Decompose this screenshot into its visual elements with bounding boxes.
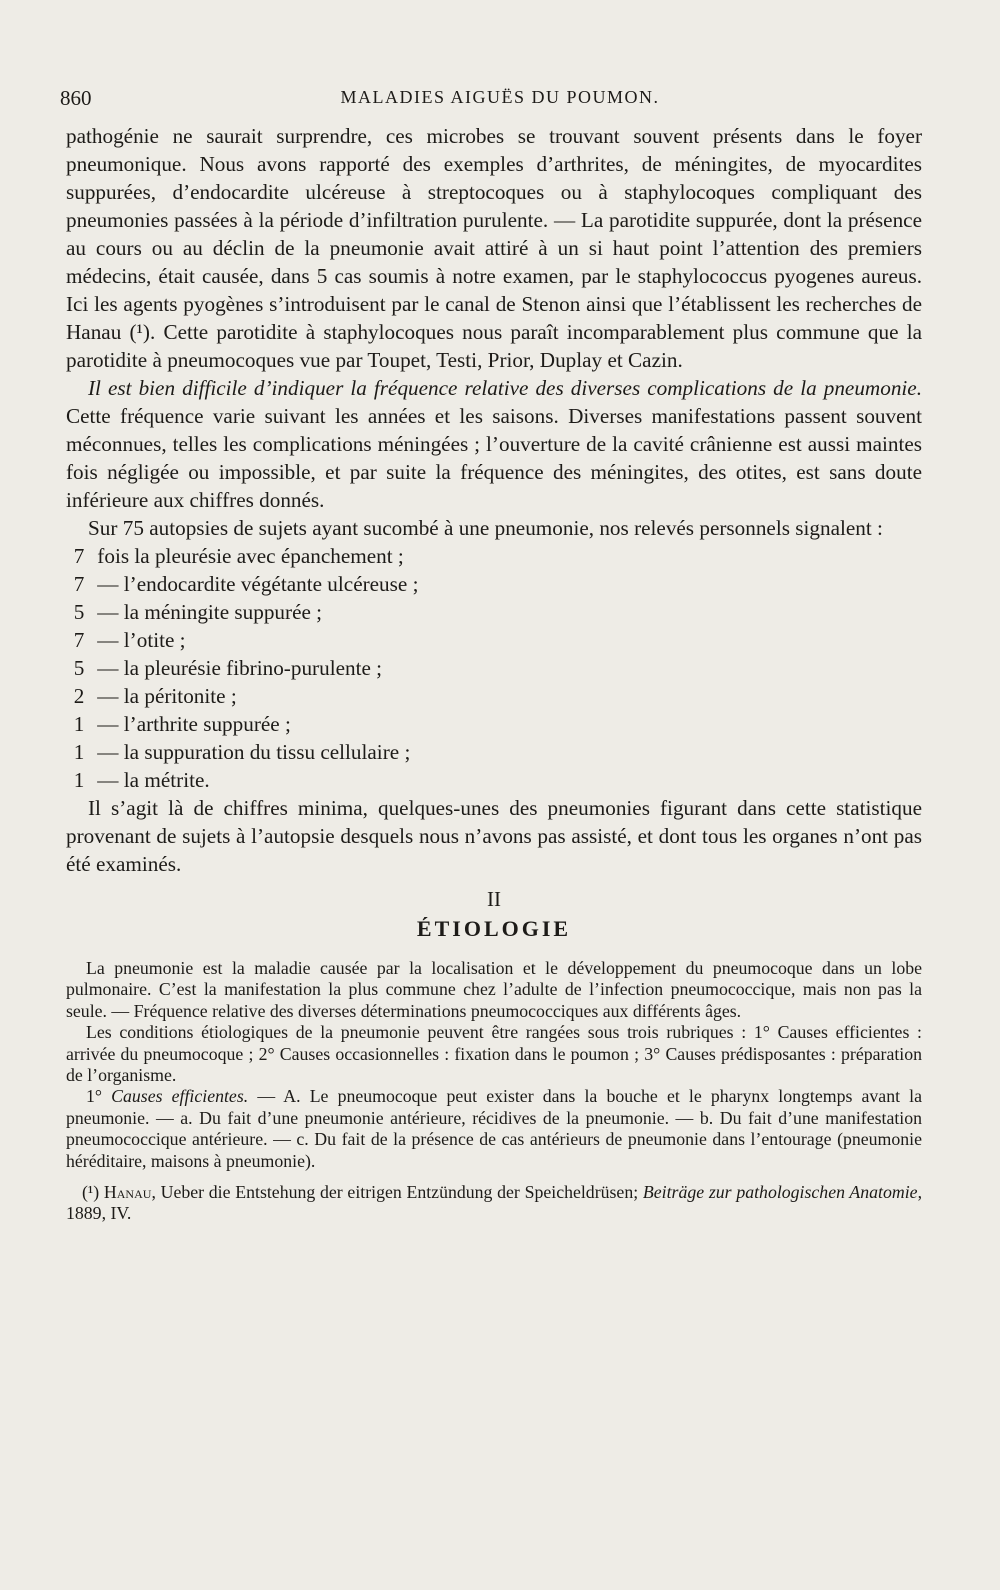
summary-italic: Causes efficientes. xyxy=(111,1086,249,1107)
list-sep: — xyxy=(92,656,124,680)
list-count: 1 xyxy=(73,712,85,736)
list-text: la péritonite ; xyxy=(123,684,237,708)
list-count: 2 xyxy=(73,684,85,708)
list-text: l’arthrite suppurée ; xyxy=(123,712,291,736)
paragraph-minima: Il s’agit là de chiffres minima, quelques-unes des pneumonies figurant dans cette statistique provenant de sujets à l’autopsie desquels nous n’avons pas assisté, et dont tous les organes n’ont pas été examinés. xyxy=(66,796,922,876)
list-count: 7 xyxy=(73,572,85,596)
page-number: 860 xyxy=(60,86,92,110)
list-item xyxy=(66,626,922,654)
section-title: ÉTIOLOGIE xyxy=(416,916,572,941)
list-text: l’endocardite végétante ulcéreuse ; xyxy=(123,572,419,596)
summary-paragraph: La pneumonie est la maladie causée par la localisation et le développement du pneumocoque dans un lobe pulmonaire. C’est la manifestation la plus commune chez l’adulte de l’infection pneumococcique, mais non pas la seule. — Fréquence relative des diverses déterminations pneumococciques aux différents âges. xyxy=(66,958,922,1021)
page-body xyxy=(66,122,922,1225)
footnote-author: Hanau xyxy=(103,1182,152,1203)
list-item xyxy=(66,542,922,570)
footnote-journal: Beiträge zur pathologischen Anatomie xyxy=(642,1182,918,1203)
list-sep: — xyxy=(92,712,124,736)
list-count: 1 xyxy=(73,740,85,764)
list-count: 5 xyxy=(73,600,85,624)
summary-paragraph: Les conditions étiologiques de la pneumonie peuvent être rangées sous trois rubriques : 1° Causes efficientes : arrivée du pneumocoque ; 2° Causes occasionnelles : fixation dans le poumon ; 3° Causes prédisposantes : préparation de l’organisme. xyxy=(66,1022,922,1086)
list-sep: — xyxy=(92,600,124,624)
italic-lead: Il est bien difficile d’indiquer la fréquence relative des diverses complications de la pneumonie. xyxy=(88,376,922,400)
list-count: 5 xyxy=(73,656,85,680)
footnote xyxy=(66,1182,922,1225)
list-text: l’otite ; xyxy=(123,628,186,652)
list-text: la pleurésie avec épanchement ; xyxy=(134,544,404,568)
summary-lead: 1° xyxy=(86,1086,112,1107)
list-sep: — xyxy=(92,740,124,764)
list-sep: — xyxy=(92,684,124,708)
footnote-text: , Ueber die Entstehung der eitrigen Entzündung der Speicheldrüsen; xyxy=(151,1182,643,1203)
list-sep: — xyxy=(92,628,124,652)
paragraph-continuation: pathogénie ne saurait surprendre, ces microbes se trouvant souvent présents dans le foyer pneumonique. Nous avons rapporté des exemples d’arthrites, de méningites, de myocardites suppurées, d’endocardite ulcéreuse à streptocoques ou à staphylocoques compliquant des pneumonies passées à la période d’infiltration purulente. — La parotidite suppurée, dont la présence au cours ou au déclin de la pneumonie avait attiré à un si haut point l’attention des premiers médecins, était causée, dans 5 cas soumis à notre examen, par le staphylococcus pyogenes aureus. Ici les agents pyogènes s’introduisent par le canal de Stenon ainsi que l’établissent les recherches de Hanau (¹). Cette parotidite à staphylocoques nous paraît incomparablement plus commune que la parotidite à pneumocoques vue par Toupet, Testi, Prior, Duplay et Cazin. xyxy=(66,124,922,372)
list-sep: — xyxy=(92,768,124,792)
list-sep: fois xyxy=(92,544,135,568)
list-item xyxy=(66,682,922,710)
list-item xyxy=(66,654,922,682)
footnote-marker: (¹) xyxy=(82,1182,104,1203)
summary-paragraph xyxy=(66,1086,922,1172)
footnote-end: , 1889, IV. xyxy=(66,1182,923,1224)
list-count: 7 xyxy=(73,628,85,652)
section-summary xyxy=(66,958,922,1172)
list-text: la pleurésie fibrino-purulente ; xyxy=(123,656,383,680)
list-sep: — xyxy=(92,572,124,596)
summary-text: — A. Le pneumocoque peut exister dans la bouche et le pharynx longtemps avant la pneumonie. — a. Du fait d’une pneumonie antérieure, récidives de la pneumonie. — b. Du fait d’une manifestation pneumococcique antérieure. — c. Du fait de la présence de cas antérieurs de pneumonie dans l’entourage (pneumonie héréditaire, maisons à pneumonie). xyxy=(66,1086,922,1171)
list-count: 7 xyxy=(73,544,85,568)
list-item xyxy=(66,710,922,738)
paragraph-frequency xyxy=(66,374,922,514)
list-item xyxy=(66,738,922,766)
list-text: la méningite suppurée ; xyxy=(123,600,323,624)
list-text: la métrite. xyxy=(123,768,210,792)
list-item xyxy=(66,598,922,626)
list-item xyxy=(66,766,922,794)
section-number: II xyxy=(487,887,501,911)
paragraph-text: Cette fréquence varie suivant les années et les saisons. Diverses manifestations passent souvent méconnues, telles les complications méningées ; l’ouverture de la cavité crânienne est aussi maintes fois négligée ou impossible, et par suite la fréquence des méningites, des otites, est sans doute inférieure aux chiffres donnés. xyxy=(66,404,922,512)
list-text: la suppuration du tissu cellulaire ; xyxy=(123,740,411,764)
list-item xyxy=(66,570,922,598)
running-title: MALADIES AIGUËS DU POUMON. xyxy=(340,87,660,107)
paragraph-autopsies: Sur 75 autopsies de sujets ayant sucombé à une pneumonie, nos relevés personnels signalent : xyxy=(88,516,883,540)
autopsy-list xyxy=(66,542,922,794)
list-count: 1 xyxy=(73,768,85,792)
page-header xyxy=(60,86,940,116)
